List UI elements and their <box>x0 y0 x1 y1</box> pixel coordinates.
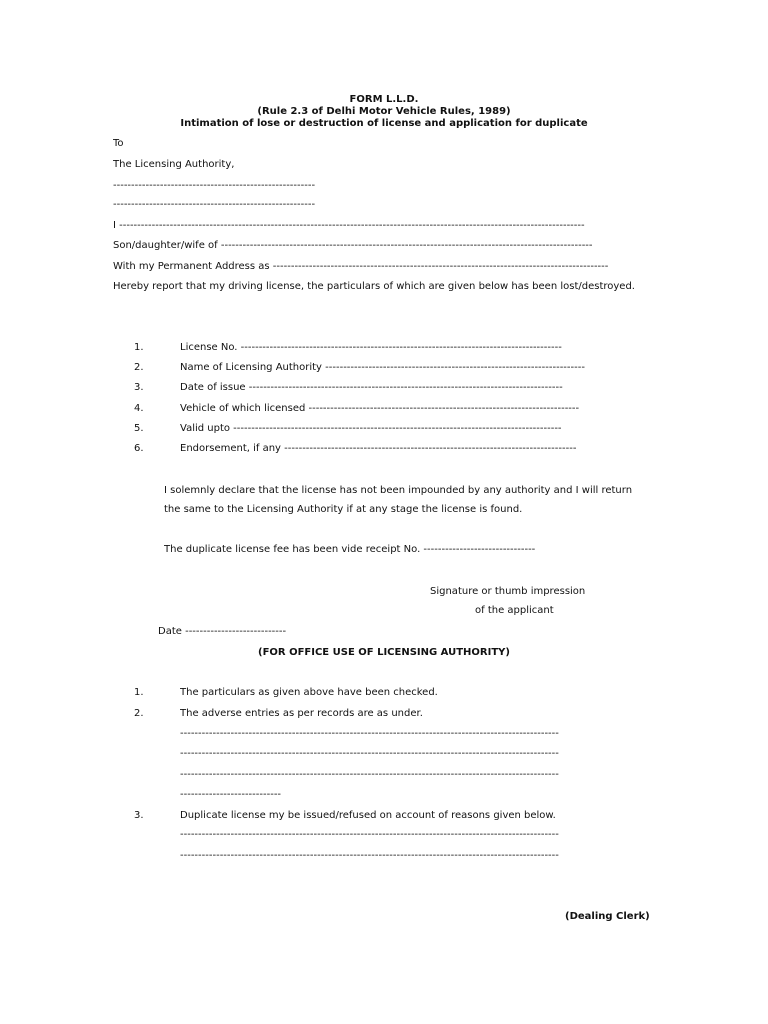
office-item-issue-refuse: Duplicate license my be issued/refused on account of reasons given below. <box>180 810 556 821</box>
date-line: Date ---------------------------- <box>158 626 287 637</box>
report-statement: Hereby report that my driving license, the particulars of which are given below has been lost/destroyed. <box>113 281 635 292</box>
applicant-name-line: I --------------------------------------------------------------------------------------------------------------------------------- <box>113 220 585 231</box>
declaration-line-2: the same to the Licensing Authority if at any stage the license is found. <box>164 504 523 515</box>
office-item-number: 3. <box>134 810 144 821</box>
particular-number: 5. <box>134 423 144 434</box>
office-use-heading: (FOR OFFICE USE OF LICENSING AUTHORITY) <box>258 647 510 658</box>
particular-valid-upto: Valid upto ------------------------------------------------------------------------------------------- <box>180 423 562 434</box>
fee-receipt-line: The duplicate license fee has been vide receipt No. ------------------------------- <box>164 544 536 555</box>
adverse-entry-line: --------------------------------------------------------------------------------------------------------- <box>180 748 559 759</box>
particular-number: 6. <box>134 443 144 454</box>
particular-licensing-authority: Name of Licensing Authority ------------------------------------------------------------------------ <box>180 362 585 373</box>
adverse-entry-line: --------------------------------------------------------------------------------------------------------- <box>180 769 559 780</box>
particular-number: 1. <box>134 342 144 353</box>
particular-license-no: License No. ----------------------------------------------------------------------------------------- <box>180 342 562 353</box>
particular-date-of-issue: Date of issue --------------------------------------------------------------------------------------- <box>180 382 563 393</box>
declaration-line-1: I solemnly declare that the license has not been impounded by any authority and I will return <box>164 485 633 496</box>
form-subject: Intimation of lose or destruction of license and application for duplicate <box>180 118 588 129</box>
applicant-label: of the applicant <box>475 605 554 616</box>
form-rule: (Rule 2.3 of Delhi Motor Vehicle Rules, 1989) <box>257 106 511 117</box>
address-blank-1: -------------------------------------------------------- <box>113 180 316 191</box>
to-label: To <box>113 138 124 149</box>
reason-line: --------------------------------------------------------------------------------------------------------- <box>180 850 559 861</box>
particular-number: 2. <box>134 362 144 373</box>
dealing-clerk-label: (Dealing Clerk) <box>565 911 650 922</box>
permanent-address-line: With my Permanent Address as --------------------------------------------------------------------------------------------- <box>113 261 609 272</box>
relation-line: Son/daughter/wife of ------------------------------------------------------------------------------------------------------- <box>113 240 593 251</box>
office-item-number: 1. <box>134 687 144 698</box>
particular-number: 4. <box>134 403 144 414</box>
signature-label: Signature or thumb impression <box>430 586 586 597</box>
office-item-checked: The particulars as given above have been checked. <box>180 687 438 698</box>
office-item-number: 2. <box>134 708 144 719</box>
particular-vehicle: Vehicle of which licensed --------------------------------------------------------------------------- <box>180 403 580 414</box>
reason-line: --------------------------------------------------------------------------------------------------------- <box>180 829 559 840</box>
particular-number: 3. <box>134 382 144 393</box>
office-item-adverse-entries: The adverse entries as per records are as under. <box>180 708 423 719</box>
address-blank-2: -------------------------------------------------------- <box>113 199 316 210</box>
adverse-entry-line: ---------------------------- <box>180 789 282 800</box>
particular-endorsement: Endorsement, if any --------------------------------------------------------------------------------- <box>180 443 577 454</box>
form-title: FORM L.L.D. <box>349 94 419 105</box>
adverse-entry-line: --------------------------------------------------------------------------------------------------------- <box>180 728 559 739</box>
authority-label: The Licensing Authority, <box>113 159 235 170</box>
